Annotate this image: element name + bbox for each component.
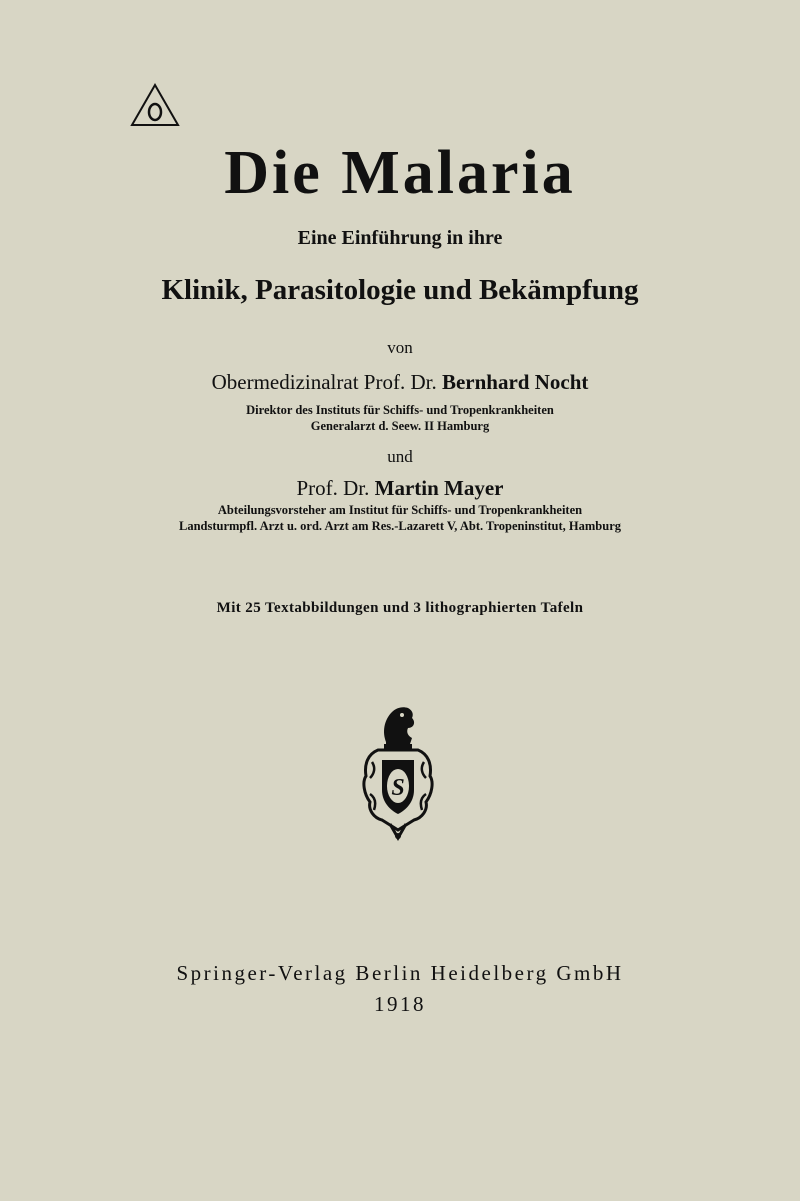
- triangle-circle-logo-icon: [130, 83, 180, 127]
- author-2-name: Martin Mayer: [374, 476, 504, 500]
- publisher-name: Springer-Verlag Berlin Heidelberg GmbH: [176, 961, 624, 985]
- author-1-prefix: Obermedizinalrat Prof. Dr.: [211, 370, 437, 394]
- book-subtitle: Eine Einführung in ihre: [297, 227, 503, 249]
- publication-year: 1918: [374, 992, 426, 1016]
- springer-knight-printer-mark-icon: [356, 702, 440, 842]
- author-2: [0, 478, 800, 499]
- svg-text:S: S: [391, 775, 405, 801]
- author-1-affiliation-line-2: Generalarzt d. Seew. II Hamburg: [310, 419, 490, 433]
- von-label: von: [387, 338, 413, 357]
- author-2-affiliation-line-1: Abteilungsvorsteher am Institut für Schiffs- und Tropenkrankheiten: [217, 503, 583, 517]
- illustrations-note: Mit 25 Textabbildungen und 3 lithographierten Tafeln: [216, 600, 584, 616]
- author-1-name: Bernhard Nocht: [441, 370, 589, 394]
- author-1-affiliation-line-1: Direktor des Instituts für Schiffs- und Tropenkrankheiten: [246, 403, 554, 417]
- author-2-affiliation-line-2: Landsturmpfl. Arzt u. ord. Arzt am Res.-Lazarett V, Abt. Tropeninstitut, Hamburg: [178, 519, 622, 533]
- author-2-prefix: Prof. Dr.: [296, 476, 370, 500]
- book-subtitle-main: Klinik, Parasitologie und Bekämpfung: [161, 274, 639, 306]
- und-label: und: [387, 447, 413, 466]
- author-1: [0, 372, 800, 393]
- book-title: Die Malaria: [224, 139, 576, 207]
